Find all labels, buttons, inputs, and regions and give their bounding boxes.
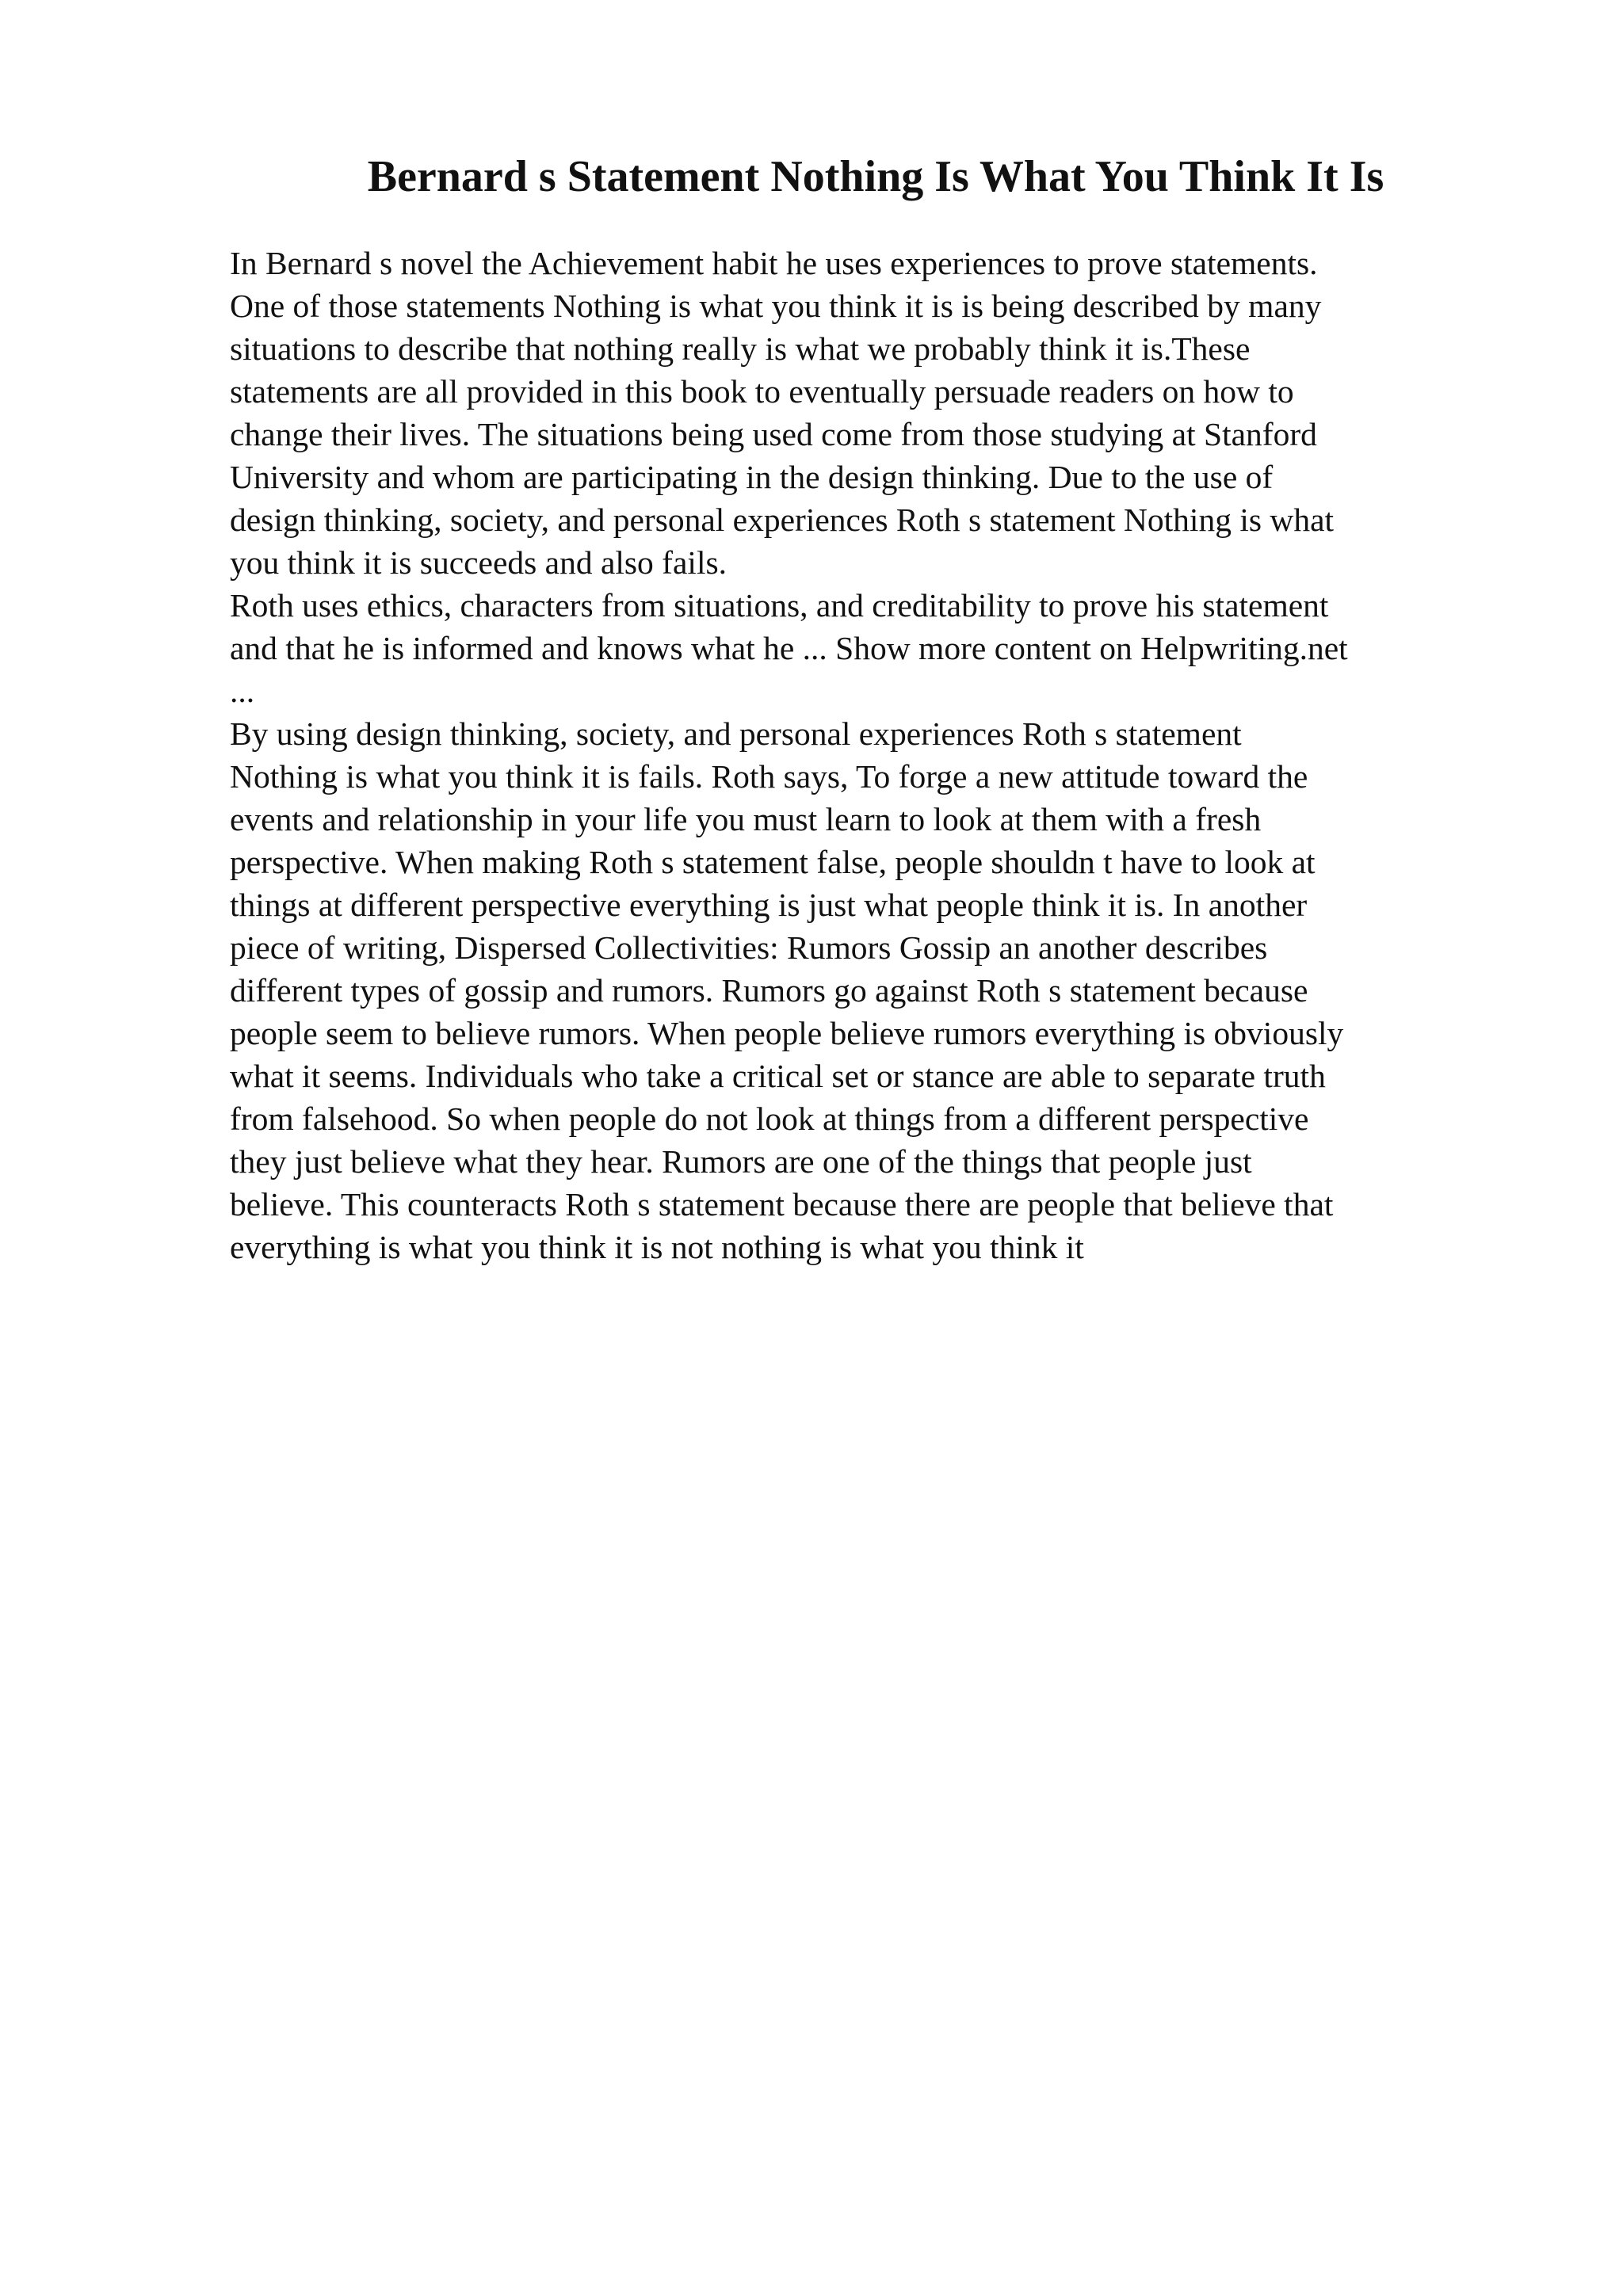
body-line: One of those statements Nothing is what you think it is is being described by many [230, 288, 1322, 324]
body-line: things at different perspective everything is just what people think it is. In another [230, 887, 1308, 923]
body-line: what it seems. Individuals who take a critical set or stance are able to separate truth [230, 1058, 1326, 1094]
body-line: people seem to believe rumors. When people believe rumors everything is obviously [230, 1015, 1344, 1051]
body-line: believe. This counteracts Roth s statement because there are people that believe that [230, 1186, 1334, 1222]
body-line: design thinking, society, and personal experiences Roth s statement Nothing is what [230, 502, 1335, 538]
document-title: Bernard s Statement Nothing Is What You Think It Is [367, 152, 1384, 201]
body-line: statements are all provided in this book to eventually persuade readers on how to [230, 373, 1294, 410]
body-line: everything is what you think it is not nothing is what you think it [230, 1229, 1084, 1265]
body-line: Roth uses ethics, characters from situations, and creditability to prove his statement [230, 587, 1329, 624]
body-line: University and whom are participating in the design thinking. Due to the use of [230, 459, 1274, 495]
body-line: different types of gossip and rumors. Rumors go against Roth s statement because [230, 972, 1308, 1009]
body-line: they just believe what they hear. Rumors are one of the things that people just [230, 1143, 1252, 1180]
body-line: change their lives. The situations being used come from those studying at Stanford [230, 416, 1317, 452]
body-line: situations to describe that nothing really is what we probably think it is.These [230, 330, 1251, 367]
body-line: ... [230, 673, 255, 709]
body-line: from falsehood. So when people do not look at things from a different perspective [230, 1100, 1309, 1137]
body-line: and that he is informed and knows what he ... Show more content on Helpwriting.net [230, 630, 1348, 666]
body-line: events and relationship in your life you must learn to look at them with a fresh [230, 801, 1262, 837]
body-line: In Bernard s novel the Achievement habit he uses experiences to prove statements. [230, 245, 1318, 281]
body-line: Nothing is what you think it is fails. Roth says, To forge a new attitude toward the [230, 758, 1308, 795]
document-body [230, 242, 1498, 1268]
body-line: perspective. When making Roth s statement false, people shouldn t have to look at [230, 844, 1316, 880]
body-line: you think it is succeeds and also fails. [230, 544, 727, 581]
body-line: By using design thinking, society, and personal experiences Roth s statement [230, 715, 1242, 752]
body-line: piece of writing, Dispersed Collectivities: Rumors Gossip an another describes [230, 929, 1268, 966]
